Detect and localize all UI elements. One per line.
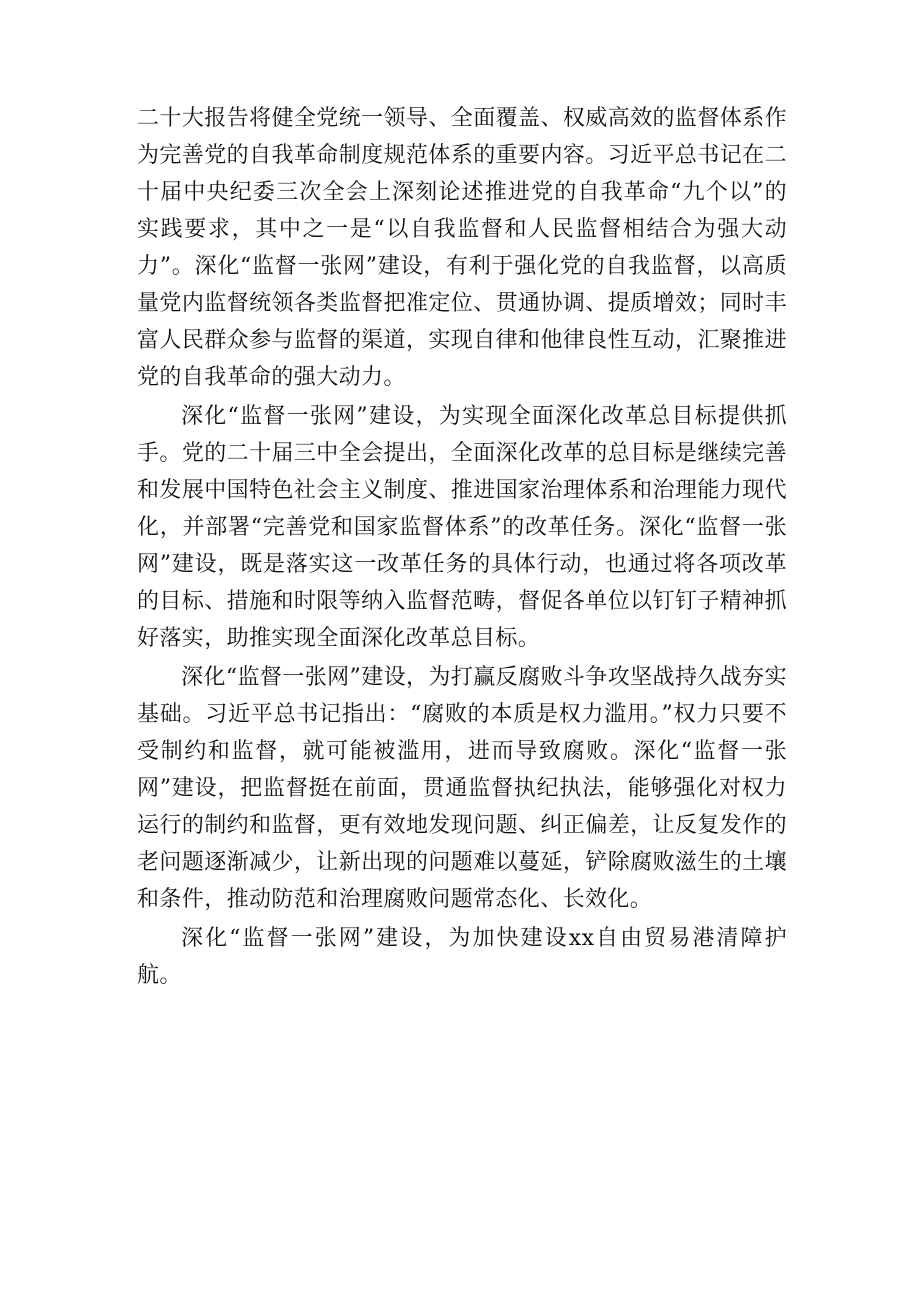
- paragraph-3: 深化“监督一张网”建设，为打赢反腐败斗争攻坚战持久战夯实基础。习近平总书记指出：“腐败的本质是权力滥用。”权力只要不受制约和监督，就可能被滥用，进而导致腐败。深化“监督一张网”建设，把监督挺在前面，贯通监督执纪执法，能够强化对权力运行的制约和监督，更有效地发现问题、纠正偏差，让反复发作的老问题逐渐减少，让新出现的问题难以蔓延，铲除腐败滋生的土壤和条件，推动防范和治理腐败问题常态化、长效化。: [137, 665, 787, 912]
- paragraph-4: 深化“监督一张网”建设，为加快建设xx自由贸易港清障护航。: [137, 926, 787, 988]
- paragraph-1: 二十大报告将健全党统一领导、全面覆盖、权威高效的监督体系作为完善党的自我革命制度规范体系的重要内容。习近平总书记在二十届中央纪委三次全会上深刻论述推进党的自我革命“九个以”的实践要求，其中之一是“以自我监督和人民监督相结合为强大动力”。深化“监督一张网”建设，有利于强化党的自我监督，以高质量党内监督统领各类监督把准定位、贯通协调、提质增效；同时丰富人民群众参与监督的渠道，实现自律和他律良性互动，汇聚推进党的自我革命的强大动力。: [137, 106, 787, 390]
- document-body: [137, 100, 787, 994]
- paragraph-2: 深化“监督一张网”建设，为实现全面深化改革总目标提供抓手。党的二十届三中全会提出，全面深化改革的总目标是继续完善和发展中国特色社会主义制度、推进国家治理体系和治理能力现代化，并部署“完善党和国家监督体系”的改革任务。深化“监督一张网”建设，既是落实这一改革任务的具体行动，也通过将各项改革的目标、措施和时限等纳入监督范畴，督促各单位以钉钉子精神抓好落实，助推实现全面深化改革总目标。: [137, 404, 787, 651]
